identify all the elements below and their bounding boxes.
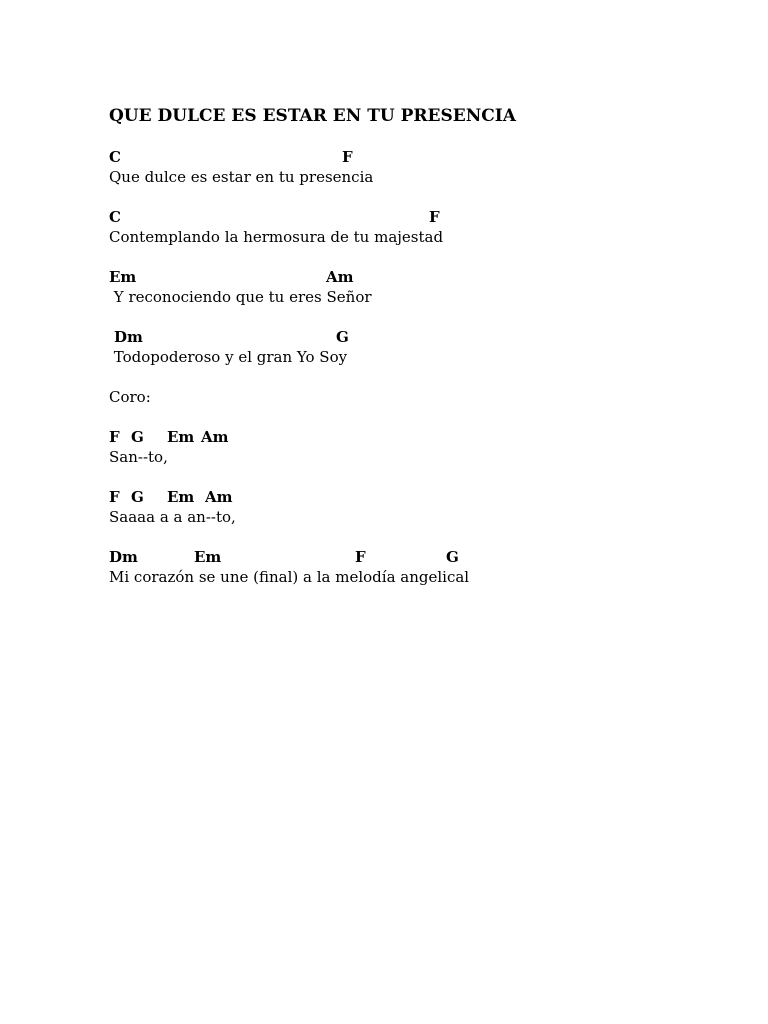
chord: G — [131, 488, 144, 506]
lyric-line: Mi corazón se une (final) a la melodía angelical — [109, 568, 470, 586]
chord: Am — [201, 428, 229, 446]
verse-line-2 — [109, 207, 709, 247]
chord: C — [109, 208, 121, 226]
chord: Em — [109, 268, 137, 286]
verse-line-1 — [109, 147, 709, 187]
chord: F — [109, 488, 120, 506]
chord: F — [109, 428, 120, 446]
chorus-line-2 — [109, 487, 709, 527]
lyric-line: Saaaa a a an--to, — [109, 508, 236, 526]
chord-row — [109, 267, 709, 287]
chord: G — [131, 428, 144, 446]
chord: Dm — [109, 548, 138, 566]
chord: F — [429, 208, 440, 226]
song-title: QUE DULCE ES ESTAR EN TU PRESENCIA — [109, 106, 516, 126]
chord: Em — [167, 428, 195, 446]
verse-line-4 — [109, 327, 709, 367]
chord: C — [109, 148, 121, 166]
chord-row — [109, 327, 709, 347]
lyric-line: Y reconociendo que tu eres Señor — [109, 288, 372, 306]
lyric-line: Que dulce es estar en tu presencia — [109, 168, 374, 186]
chorus-label: Coro: — [109, 388, 151, 406]
lyric-line: Contemplando la hermosura de tu majestad — [109, 228, 444, 246]
chord: F — [342, 148, 353, 166]
chord: Am — [205, 488, 233, 506]
lyric-line: Todopoderoso y el gran Yo Soy — [109, 348, 348, 366]
chord-row — [109, 547, 709, 567]
chord: Dm — [114, 328, 143, 346]
chord: Am — [326, 268, 354, 286]
chord-row — [109, 147, 709, 167]
chord-row — [109, 487, 709, 507]
chorus-line-1 — [109, 427, 709, 467]
lyric-line: San--to, — [109, 448, 168, 466]
chord-row — [109, 427, 709, 447]
chord: Em — [194, 548, 222, 566]
chord: F — [355, 548, 366, 566]
chord: Em — [167, 488, 195, 506]
chord: G — [446, 548, 459, 566]
verse-line-3 — [109, 267, 709, 307]
chorus-line-3 — [109, 547, 709, 587]
chord: G — [336, 328, 349, 346]
chord-row — [109, 207, 709, 227]
